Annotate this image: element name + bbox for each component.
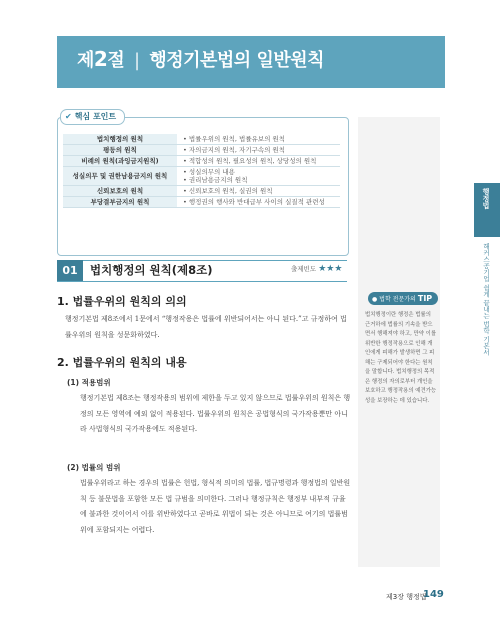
principle-name: 신뢰보호의 원칙 [63, 186, 177, 197]
tip-prefix: 법학 전문가의 [379, 296, 416, 303]
table-row [63, 134, 340, 145]
table-row [63, 197, 340, 208]
table-row [63, 145, 340, 156]
check-icon: ✔ [65, 112, 72, 121]
paragraph: 법률우위라고 하는 경우의 법률은 헌법, 형식적 의미의 법률, 법규명령과 행정법의 일반원칙 등 불문법을 포함한 모든 법 규범을 의미한다. 그러나 행정규칙은 행정부 내부적 규율에 불과한 것이어서 이를 위반하였다고 곧바로 위법이 되는 것은 아니므로 여기의 법률범위에 포함되지는 어렵다. [80, 479, 351, 534]
principle-name: 법치행정의 원칙 [63, 134, 177, 145]
table-row [63, 167, 340, 186]
chapter-prefix: 제 [77, 50, 94, 71]
section-number: 01 [57, 260, 83, 281]
lightbulb-icon: ● [372, 296, 378, 303]
table-row [63, 186, 340, 197]
footer-chapter-label: 제3장 행정법 [386, 593, 427, 601]
subsection-heading: 1. 법률우위의 원칙의 의의 [57, 295, 187, 308]
paragraph: 행정기본법 제8조는 행정작용의 범위에 제한을 두고 있지 않으므로 법률우위의 원칙은 행정의 모든 영역에 예외 없이 적용된다. 법률우위의 원칙은 공법형식의 국가작용뿐만 아니라 사법형식의 국가작용에도 적용된다. [80, 394, 351, 433]
star-rating: ★★★ [318, 264, 343, 274]
principle-desc: • 자의금지의 원칙, 자기구속의 원칙 [177, 145, 340, 156]
table-row [63, 156, 340, 167]
tip-text: 법치행정이란 행정은 법률의 근거하에 법률의 기속을 받으면서 행해져야 하고, 만약 이를 위반한 행정작용으로 인해 개인에게 피해가 발생하면 그 피해는 구제되어야 한다는 원칙을 말합니다. 법치행정의 목적은 행정의 자의로부터 개인을 보호하고 행정작용의 예견가능성을 보장하는 데 있습니다. [365, 312, 437, 404]
edge-tab-subtitle: 해커스공기업 쉽게 끝내는 법학 기본서 [482, 243, 490, 356]
key-points-tab [60, 109, 125, 125]
principle-desc: • 법률우위의 원칙, 법률유보의 원칙 [177, 134, 340, 145]
chapter-suffix: 절 [107, 50, 125, 71]
principle-name: 평등의 원칙 [63, 145, 177, 156]
principle-desc: • 권리남용금지의 원칙 [183, 176, 248, 184]
page-number: 149 [423, 589, 444, 600]
principle-desc: • 신뢰보호의 원칙, 실권의 원칙 [177, 186, 340, 197]
principle-desc-multi [177, 167, 340, 186]
principle-desc: • 행정권의 행사와 반대급부 사이의 실질적 관련성 [177, 197, 340, 208]
tip-badge [368, 292, 438, 305]
frequency-label: 출제빈도 [291, 265, 317, 273]
principle-name: 부당결부금지의 원칙 [63, 197, 177, 208]
principle-name: 성실의무 및 권한남용금지의 원칙 [63, 167, 177, 186]
principle-name: 비례의 원칙(과잉금지원칙) [63, 156, 177, 167]
key-points-table [63, 134, 340, 208]
edge-tab-label: 행정법 [482, 188, 490, 209]
subsection-heading: 2. 법률우위의 원칙의 내용 [57, 356, 187, 369]
paragraph: 행정기본법 제8조에서 1문에서 “행정작용은 법률에 위반되어서는 아니 된다.”고 규정하여 법률우위의 원칙을 성문화하였다. [65, 315, 347, 339]
title-separator: | [133, 50, 140, 71]
tip-word: TIP [417, 294, 433, 303]
frequency-indicator [291, 264, 342, 274]
chapter-number: 2 [93, 47, 108, 71]
sub-subsection-heading: (2) 법률의 범위 [67, 463, 121, 472]
principle-desc: • 성실의무의 내용 [183, 168, 235, 176]
key-points-label: 핵심 포인트 [74, 112, 117, 121]
sub-subsection-heading: (1) 적용범위 [67, 378, 111, 387]
section-title-text: 행정기본법의 일반원칙 [149, 50, 324, 71]
principle-desc: • 적합성의 원칙, 필요성의 원칙, 상당성의 원칙 [177, 156, 340, 167]
chapter-title [77, 46, 324, 72]
section-title: 법치행정의 원칙(제8조) [90, 263, 213, 277]
